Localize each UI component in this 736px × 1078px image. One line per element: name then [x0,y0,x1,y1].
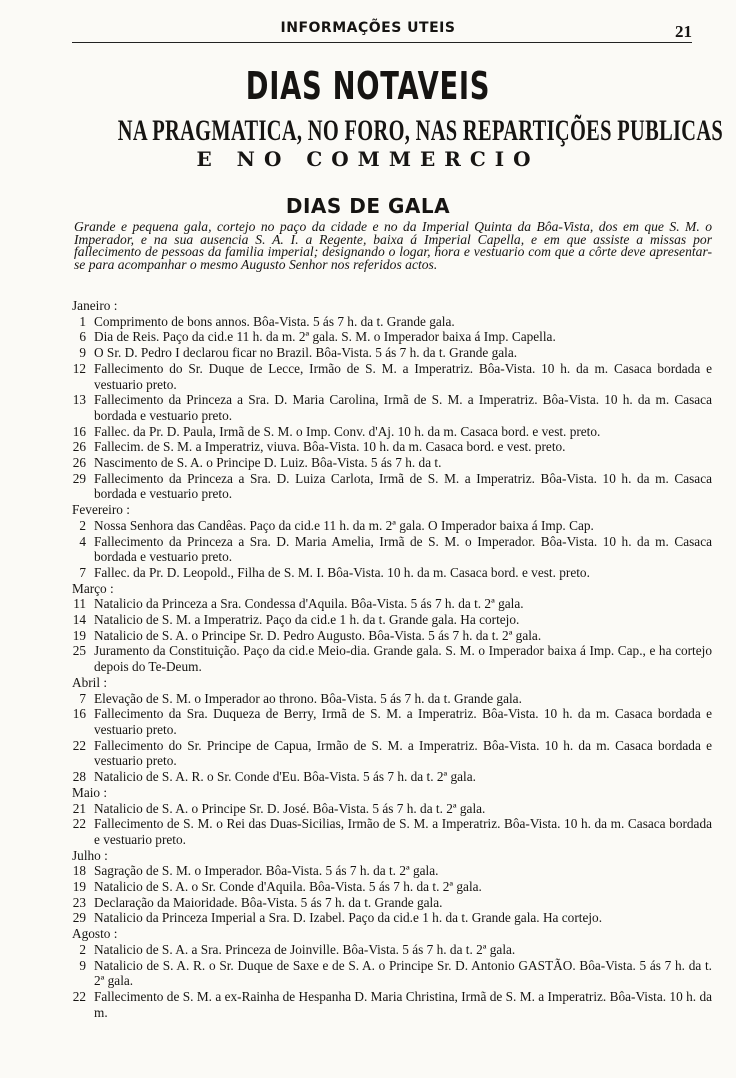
entry-text: Dia de Reis. Paço da cid.e 11 h. da m. 2ª gala. S. M. o Imperador baixa á Imp. Capella. [94,329,556,345]
entry-day: 22 [72,737,86,753]
entry-text: Sagração de S. M. o Imperador. Bôa-Vista. 5 ás 7 h. da t. 2ª gala. [94,863,439,879]
month-heading: Maio : [72,784,108,800]
entry-day: 18 [72,863,86,879]
month-heading: Agosto : [72,926,118,942]
gala-entry [72,534,712,565]
month-heading: Abril : [72,674,108,690]
entry-text: Fallecimento de S. M. a ex-Rainha de Hespanha D. Maria Christina, Irmã de S. M. a Imperatriz. Bôa-Vista. 10 h. da m. [94,988,712,1020]
running-head [0,20,736,42]
entry-text: Natalicio de S. A. a Sra. Princeza de Joinville. Bôa-Vista. 5 ás 7 h. da t. 2ª gala. [94,941,516,957]
page-subtitle: NA PRAGMATICA, NO FORO, NAS REPARTIÇÕES PUBLICAS [117,114,724,147]
entry-text: Juramento da Constituição. Paço da cid.e Meio-dia. Grande gala. S. M. o Imperador baixa á Imp. Cap., e ha cortejo depois do Te-Deum. [94,643,712,675]
entry-day: 12 [72,360,86,376]
month-heading: Fevereiro : [72,502,130,518]
entry-text: Natalicio de S. M. a Imperatriz. Paço da cid.e 1 h. da t. Grande gala. Ha cortejo. [94,612,520,628]
gala-entry [72,471,712,502]
entry-text: Fallecimento do Sr. Duque de Lecce, Irmão de S. M. a Imperatriz. Bôa-Vista. 10 h. da m. Casaca bordada e vestuario preto. [94,360,712,392]
gala-entry [72,345,712,361]
entry-text: O Sr. D. Pedro I declarou ficar no Brazil. Bôa-Vista. 5 ás 7 h. da t. Grande gala. [94,345,518,361]
gala-entry [72,565,712,581]
gala-entry [72,612,712,628]
header-rule [72,42,692,43]
entry-day: 7 [79,564,86,580]
gala-entry [72,596,712,612]
gala-entry [72,738,712,769]
entry-text: Natalicio da Princeza Imperial a Sra. D. Izabel. Paço da cid.e 1 h. da t. Grande gala. Ha cortejo. [94,910,603,926]
section-heading: DIAS DE GALA [285,194,451,218]
entry-day: 29 [72,910,86,926]
gala-entry [72,816,712,847]
running-title: INFORMAÇÕES UTEIS [280,20,456,36]
entry-day: 16 [72,706,86,722]
entry-text: Comprimento de bons annos. Bôa-Vista. 5 ás 7 h. da t. Grande gala. [94,313,455,329]
entry-text: Fallecim. de S. M. a Imperatriz, viuva. Bôa-Vista. 10 h. da m. Casaca bord. e vest. preto. [94,439,566,455]
entry-text: Fallecimento da Sra. Duqueza de Berry, Irmã de S. M. a Imperatriz. Bôa-Vista. 10 h. da m. Casaca bordada e vestuario preto. [94,706,712,737]
entry-text: Fallecimento da Princeza a Sra. D. Luiza Carlota, Irmã de S. M. a Imperatriz. Bôa-Vista. 10 h. da m. Casaca bordada e vestuario preto. [94,470,712,502]
gala-entry [72,439,712,455]
entry-text: Natalicio de S. A. o Principe Sr. D. Pedro Augusto. Bôa-Vista. 5 ás 7 h. da t. 2ª gala. [94,627,542,643]
entry-text: Fallecimento do Sr. Principe de Capua, Irmão de S. M. a Imperatriz. Bôa-Vista. 10 h. da m. Casaca bordada e vestuario preto. [94,737,712,769]
entry-day: 2 [79,517,86,533]
gala-entry [72,361,712,392]
gala-entry [72,392,712,423]
entry-text: Natalicio de S. A. o Principe Sr. D. José. Bôa-Vista. 5 ás 7 h. da t. 2ª gala. [94,800,486,816]
gala-entry [72,706,712,737]
entry-day: 19 [72,879,86,895]
entry-text: Natalicio da Princeza a Sra. Condessa d'Aquila. Bôa-Vista. 5 ás 7 h. da t. 2ª gala. [94,596,524,612]
entry-day: 7 [79,690,86,706]
gala-entry [72,958,712,989]
entry-day: 23 [72,894,86,910]
gala-entry [72,691,712,707]
gala-entry [72,769,712,785]
page-subtitle-commerce: E NO COMMERCIO [196,147,540,171]
entry-day: 6 [79,329,86,345]
entry-day: 21 [72,800,86,816]
gala-entry [72,329,712,345]
gala-entry [72,863,712,879]
page-number: 21 [675,22,692,41]
entry-day: 1 [79,313,86,329]
gala-entry [72,424,712,440]
gala-entry [72,942,712,958]
entry-text: Natalicio de S. A. R. o Sr. Conde d'Eu. Bôa-Vista. 5 ás 7 h. da t. 2ª gala. [94,769,476,785]
entry-day: 16 [72,423,86,439]
month-heading: Janeiro : [72,298,118,313]
gala-days-list [72,298,712,1020]
entry-text: Nossa Senhora das Candêas. Paço da cid.e 11 h. da m. 2ª gala. O Imperador baixa á Imp. Cap. [94,517,594,533]
gala-entry [72,518,712,534]
entry-day: 14 [72,612,86,628]
entry-text: Natalicio de S. A. R. o Sr. Duque de Saxe e de S. A. o Principe Sr. D. Antonio GASTÃO. Bôa-Vista. 5 ás 7 h. da t. 2ª gala. [94,957,712,989]
entry-day: 28 [72,769,86,785]
entry-day: 4 [79,533,86,549]
entry-text: Fallecimento da Princeza a Sra. D. Maria Amelia, Irmã de S. M. o Imperador. Bôa-Vista. 10 h. da m. Casaca bordada e vestuario preto. [94,533,712,565]
month-heading: Março : [72,580,114,596]
entry-day: 22 [72,816,86,832]
entry-day: 22 [72,988,86,1004]
intro-paragraph: Grande e pequena gala, cortejo no paço da cidade e no da Imperial Quinta da Bôa-Vista, dos em que S. M. o Imperador, e na sua ausencia S. A. I. a Regente, baixa á Imperial Capella, e em que assiste a missas por fallecimento de pessoas da familia imperial; designando o logar, hora e vestuario com que a côrte deve apresentar-se para acompanhar o mesmo Augusto Senhor nos referidos actos. [74,219,712,272]
entry-text: Fallecimento de S. M. o Rei das Duas-Sicilias, Irmão de S. M. a Imperatriz. Bôa-Vista. 10 h. da m. Casaca bordada e vestuario preto. [94,816,712,847]
gala-entry [72,801,712,817]
gala-entry [72,314,712,330]
entry-text: Declaração da Maioridade. Bôa-Vista. 5 ás 7 h. da t. Grande gala. [94,894,443,910]
entry-day: 26 [72,455,86,471]
entry-day: 29 [72,470,86,486]
gala-entry [72,643,712,674]
entry-text: Fallec. da Pr. D. Leopold., Filha de S. M. I. Bôa-Vista. 10 h. da m. Casaca bord. e vest. preto. [94,564,590,580]
gala-entry [72,989,712,1020]
entry-text: Fallec. da Pr. D. Paula, Irmã de S. M. o Imp. Conv. d'Aj. 10 h. da m. Casaca bord. e vest. preto. [94,423,601,439]
entry-text: Elevação de S. M. o Imperador ao throno. Bôa-Vista. 5 ás 7 h. da t. Grande gala. [94,690,522,706]
entry-text: Fallecimento da Princeza a Sra. D. Maria Carolina, Irmã de S. M. a Imperatriz. Bôa-Vista. 10 h. da m. Casaca bordada e vestuario preto. [94,392,712,423]
entry-day: 11 [73,596,86,612]
entry-day: 9 [79,957,86,973]
page-title: DIAS NOTAVEIS [245,64,491,108]
gala-entry [72,455,712,471]
entry-day: 25 [72,643,86,659]
entry-day: 13 [72,392,86,408]
entry-day: 19 [72,627,86,643]
gala-entry [72,895,712,911]
gala-entry [72,879,712,895]
entry-text: Nascimento de S. A. o Principe D. Luiz. Bôa-Vista. 5 ás 7 h. da t. [94,455,442,471]
entry-day: 26 [72,439,86,455]
gala-entry [72,628,712,644]
entry-text: Natalicio de S. A. o Sr. Conde d'Aquila. Bôa-Vista. 5 ás 7 h. da t. 2ª gala. [94,879,482,895]
entry-day: 9 [79,345,86,361]
gala-entry [72,910,712,926]
entry-day: 2 [79,941,86,957]
month-heading: Julho : [72,847,108,863]
